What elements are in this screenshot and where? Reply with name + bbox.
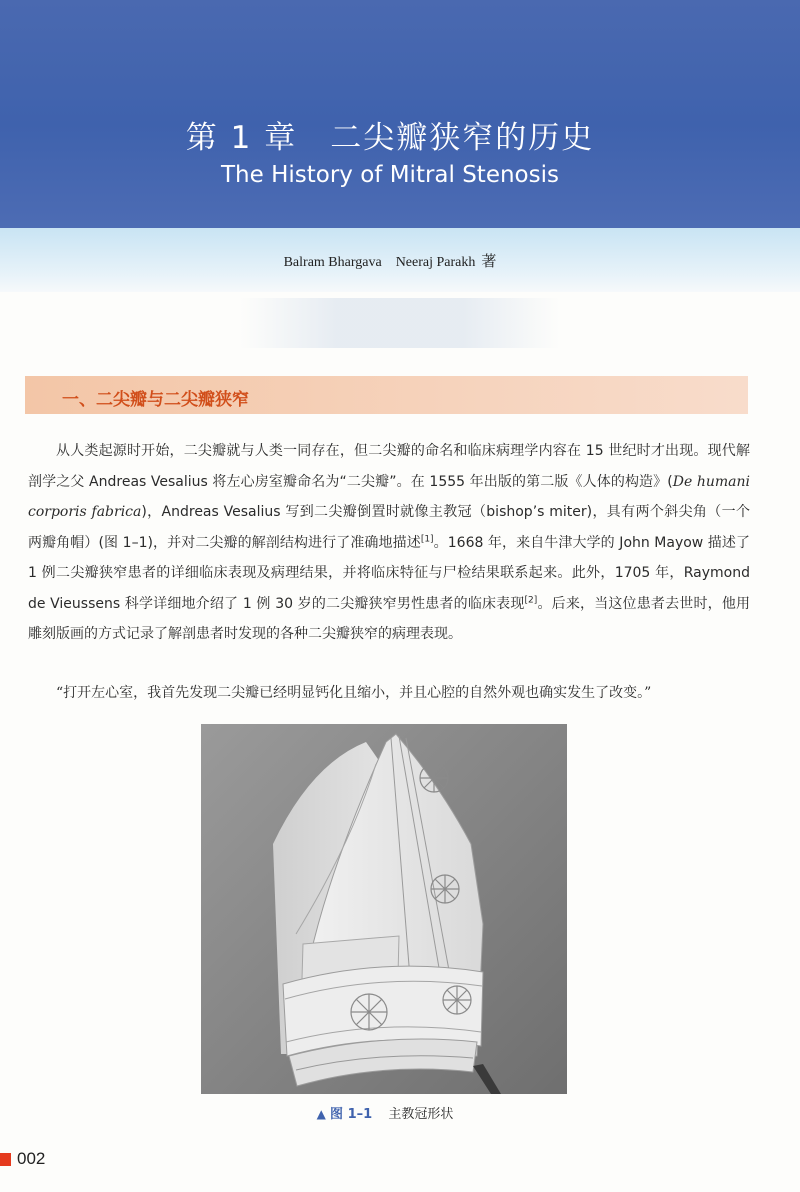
faded-watermark: [240, 298, 560, 348]
figure-caption-text: 主教冠形状: [388, 1107, 454, 1122]
author-suffix: 著: [481, 252, 497, 270]
embroidered-cross-icon: [431, 875, 459, 903]
section-heading: 一、二尖瓣与二尖瓣狭窄: [62, 390, 249, 410]
embroidered-cross-icon: [420, 764, 448, 792]
reference-2[interactable]: [2]: [524, 594, 538, 605]
reference-1[interactable]: [1]: [420, 533, 434, 544]
quotation: “打开左心室，我首先发现二尖瓣已经明显钙化且缩小，并且心腔的自然外观也确实发生了改变。”: [56, 685, 652, 701]
figure-caption: [0, 1103, 770, 1122]
miter-illustration: [201, 724, 567, 1094]
embroidered-cross-icon: [443, 986, 471, 1014]
triangle-icon: ▲: [316, 1107, 326, 1121]
figure-number: 图 1–1: [330, 1107, 373, 1122]
page-number: 002: [17, 1149, 46, 1168]
figure-bishop-miter: [201, 724, 567, 1094]
italic-book-title: De humani corporis fabrica: [28, 473, 750, 520]
author-line: [0, 250, 780, 271]
author-names: Balram Bhargava Neeraj Parakh: [283, 255, 476, 270]
chapter-title-chinese: 第 1 章 二尖瓣狭窄的历史: [185, 120, 595, 156]
chapter-title-english: The History of Mitral Stenosis: [221, 162, 559, 188]
embroidered-cross-icon: [351, 994, 387, 1030]
page-marker: [0, 1153, 11, 1166]
body-paragraph: 从人类起源时开始，二尖瓣就与人类一同存在，但二尖瓣的命名和临床病理学内容在 15 世纪时才出现。现代解剖学之父 Andreas Vesalius 将左心房室瓣命名为“二尖瓣”。在 1555 年出版的第二版《人体的构造》(De humani corporis fabrica)，Andreas Vesalius 写到二尖瓣倒置时就像主教冠（bishop’s miter)，具有两个斜尖角（一个两瓣角帽）(图 1–1)，并对二尖瓣的解剖结构进行了准确地描述[1]。1668 年，来自牛津大学的 John Mayow 描述了 1 例二尖瓣狭窄患者的详细临床表现及病理结果，并将临床特征与尸检结果联系起来。此外，1705 年，Raymond de Vieussens 科学详细地介绍了 1 例 30 岁的二尖瓣狭窄男性患者的临床表现[2]。后来，当这位患者去世时，他用雕刻版画的方式记录了解剖患者时发现的各种二尖瓣狭窄的病理表现。: [28, 443, 751, 642]
